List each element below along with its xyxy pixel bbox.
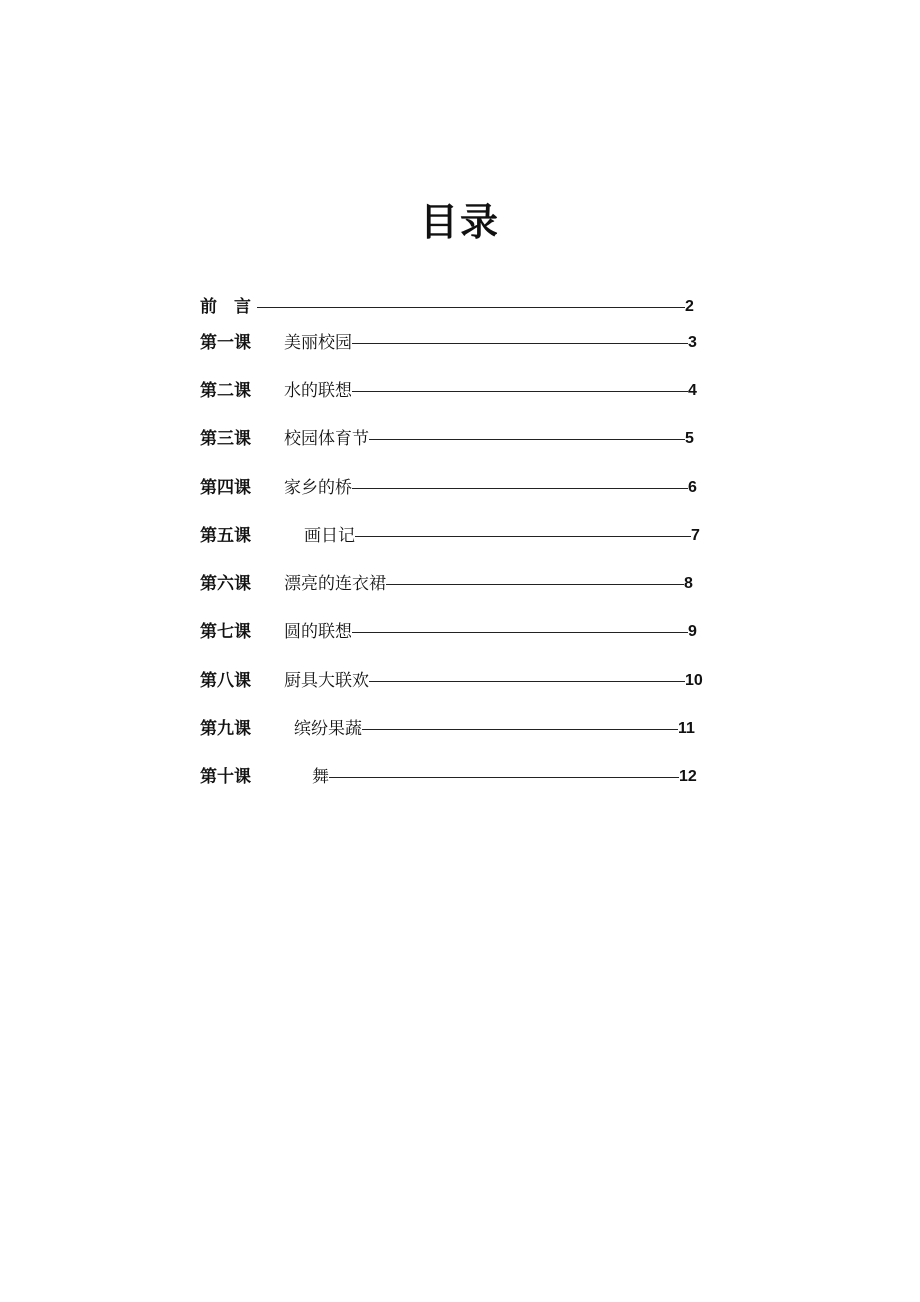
toc-entry-name: 缤纷果蔬 [294,719,362,739]
toc-entry-label: 第五课 [200,526,251,546]
toc-entry-name: 圆的联想 [284,622,352,642]
toc-leader-line [369,439,685,440]
toc-leader-line [386,584,684,585]
toc-page-number: 4 [688,382,697,399]
toc-entry-lesson-10[interactable] [200,764,697,790]
toc-entry-preface[interactable] [200,294,694,320]
toc-page-number: 3 [688,334,697,351]
toc-entry-name: 舞 [312,767,329,787]
toc-page-number: 11 [678,720,695,737]
toc-entry-lesson-7[interactable] [200,619,697,645]
toc-entry-lesson-5[interactable] [200,523,700,549]
toc-entry-label: 第一课 [200,333,251,353]
toc-entry-name: 美丽校园 [284,333,352,353]
toc-entry-name: 漂亮的连衣裙 [284,574,386,594]
toc-leader-line [352,632,688,633]
toc-page-number: 6 [688,479,697,496]
toc-leader-line [352,488,688,489]
toc-leader-line [355,536,691,537]
toc-page-number: 12 [679,768,697,785]
toc-leader-line [257,307,685,308]
toc-entry-lesson-4[interactable] [200,475,697,501]
toc-leader-line [362,729,678,730]
toc-entry-name: 家乡的桥 [284,478,352,498]
toc-entry-label: 前 言 [200,297,251,317]
toc-entry-label: 第六课 [200,574,251,594]
toc-page-number: 9 [688,623,697,640]
toc-entry-lesson-3[interactable] [200,426,694,452]
toc-page-number: 5 [685,430,694,447]
toc-leader-line [352,391,688,392]
toc-entry-label: 第八课 [200,671,251,691]
toc-entry-lesson-6[interactable] [200,571,693,597]
toc-entry-lesson-9[interactable] [200,716,695,742]
toc-entry-label: 第四课 [200,478,251,498]
toc-entry-label: 第七课 [200,622,251,642]
toc-entry-name: 厨具大联欢 [284,671,369,691]
toc-entry-lesson-8[interactable] [200,668,703,694]
toc-entry-label: 第三课 [200,429,251,449]
toc-leader-line [369,681,685,682]
toc-page-number: 7 [691,527,700,544]
toc-entry-lesson-1[interactable] [200,330,697,356]
toc-entry-name: 水的联想 [284,381,352,401]
toc-entry-name: 画日记 [304,526,355,546]
toc-entry-label: 第九课 [200,719,251,739]
toc-title: 目录 [419,200,500,244]
toc-entry-name: 校园体育节 [284,429,369,449]
toc-page-number: 10 [685,672,703,689]
toc-leader-line [329,777,679,778]
toc-entry-lesson-2[interactable] [200,378,697,404]
toc-entry-label: 第二课 [200,381,251,401]
toc-leader-line [352,343,688,344]
toc-page-number: 8 [684,575,693,592]
toc-entry-label: 第十课 [200,767,251,787]
toc-page-number: 2 [685,298,694,315]
